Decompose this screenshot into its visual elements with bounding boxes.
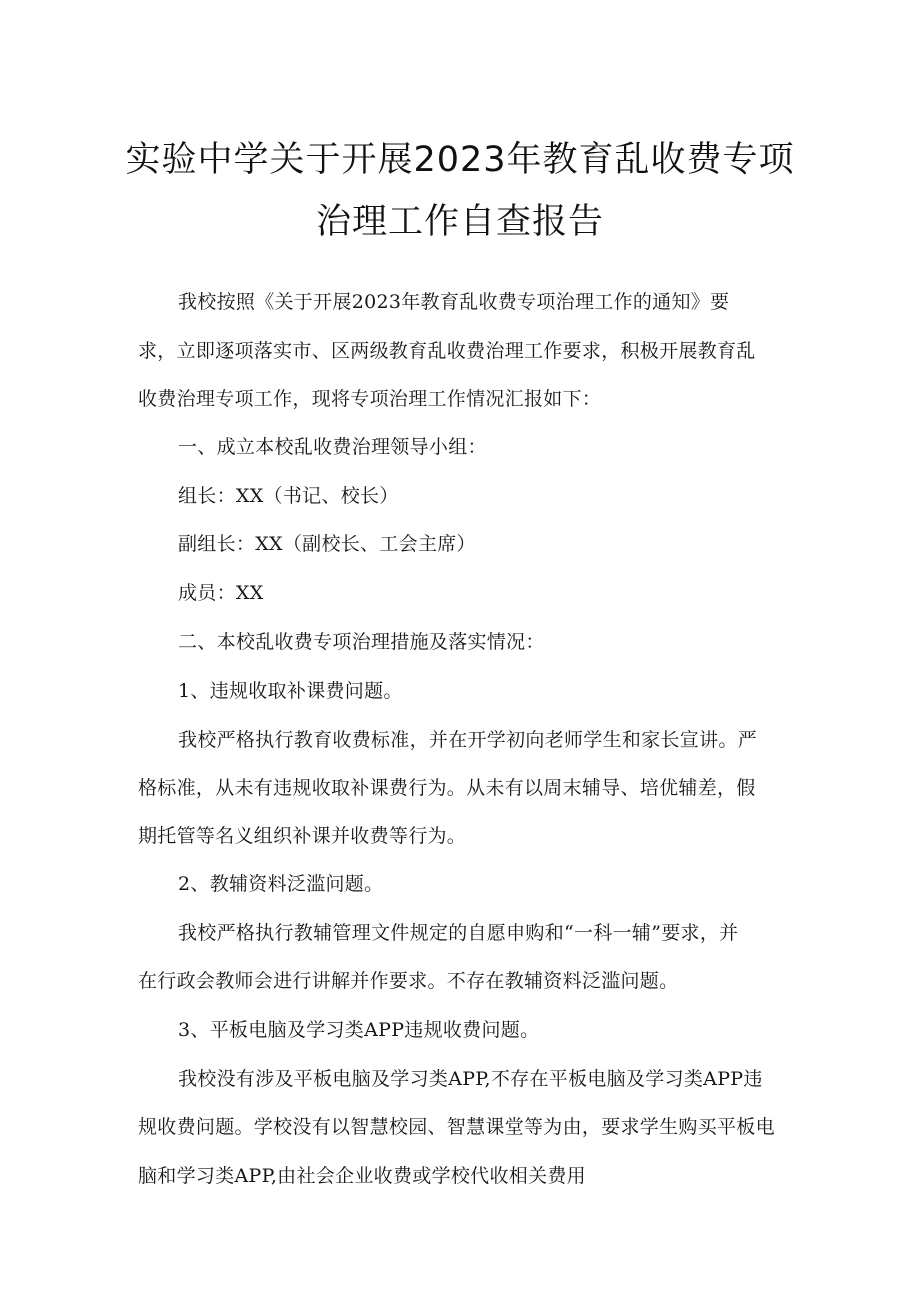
deputy-leader-line: 副组长：XX（副校长、工会主席） bbox=[178, 533, 476, 555]
group-leader-line: 组长：XX（书记、校长） bbox=[178, 485, 399, 507]
paragraph-3-line-2: 规收费问题。学校没有以智慧校园、智慧课堂等为由，要求学生购买平板电 bbox=[138, 1116, 775, 1138]
paragraph-2-line-1: 我校严格执行教辅管理文件规定的自愿申购和“一科一辅”要求，并 bbox=[178, 922, 739, 944]
paragraph-intro-line-3: 收费治理专项工作，现将专项治理工作情况汇报如下： bbox=[138, 388, 602, 410]
subsection-heading-1: 1、违规收取补课费问题。 bbox=[178, 680, 403, 702]
subsection-heading-3: 3、平板电脑及学习类APP违规收费问题。 bbox=[178, 1019, 540, 1041]
paragraph-intro-line-2: 求，立即逐项落实市、区两级教育乱收费治理工作要求，积极开展教育乱 bbox=[138, 340, 756, 362]
paragraph-2-line-2: 在行政会教师会进行讲解并作要求。不存在教辅资料泛滥问题。 bbox=[138, 970, 679, 992]
paragraph-3-line-1: 我校没有涉及平板电脑及学习类APP,不存在平板电脑及学习类APP违 bbox=[178, 1068, 763, 1090]
paragraph-3-line-3: 脑和学习类APP,由社会企业收费或学校代收相关费用 bbox=[138, 1165, 586, 1187]
document-title-line-1: 实验中学关于开展2023年教育乱收费专项 bbox=[125, 140, 795, 180]
document-title-line-2: 治理工作自查报告 bbox=[315, 202, 604, 242]
paragraph-intro-line-1: 我校按照《关于开展2023年教育乱收费专项治理工作的通知》要 bbox=[178, 291, 730, 313]
section-heading-2: 二、本校乱收费专项治理措施及落实情况： bbox=[178, 631, 545, 653]
section-heading-1: 一、成立本校乱收费治理领导小组： bbox=[178, 436, 487, 458]
paragraph-1-line-1: 我校严格执行教育收费标准，并在开学初向老师学生和家长宣讲。严 bbox=[178, 729, 758, 751]
subsection-heading-2: 2、教辅资料泛滥问题。 bbox=[178, 873, 384, 895]
members-line: 成员：XX bbox=[178, 582, 264, 604]
paragraph-1-line-2: 格标准，从未有违规收取补课费行为。从未有以周末辅导、培优辅差，假 bbox=[138, 777, 756, 799]
paragraph-1-line-3: 期托管等名义组织补课并收费等行为。 bbox=[138, 825, 467, 847]
